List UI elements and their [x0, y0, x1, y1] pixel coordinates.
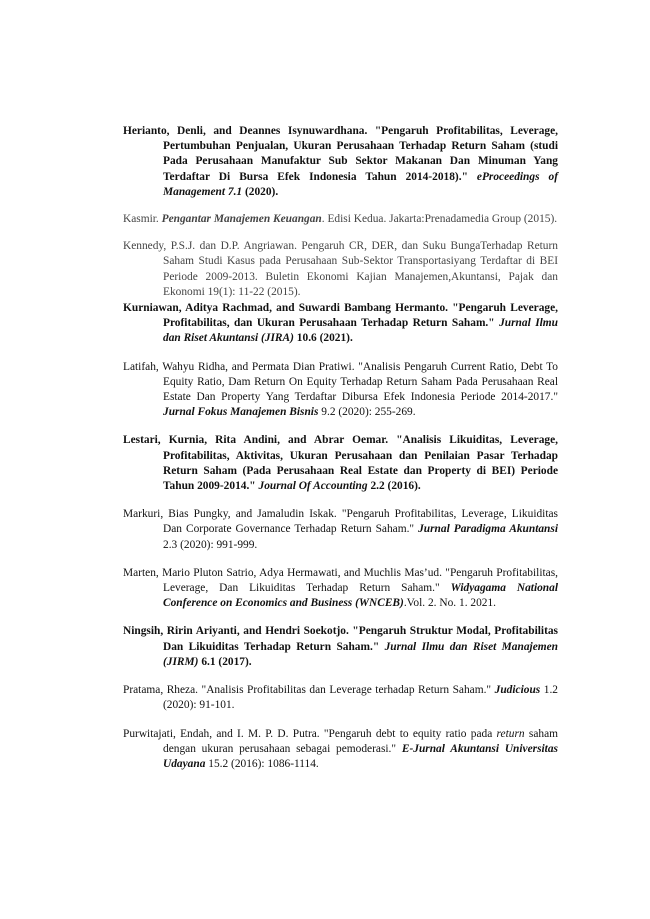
reference-item: Lestari, Kurnia, Rita Andini, and Abrar Oemar. "Analisis Likuiditas, Leverage, Profitabilitas, Aktivitas, Ukuran Perusahaan dan Penilaian Pasar Terhadap Return Saham (Pada Perusahaan Real Estate dan Property di BEI) Periode Tahun 2009-2014." Journal Of Accounting 2.2 (2016). — [123, 434, 558, 493]
reference-item: Kennedy, P.S.J. dan D.P. Angriawan. Pengaruh CR, DER, dan Suku BungaTerhadap Return Saham Studi Kasus pada Perusahaan Sub-Sektor Transportasiyang Terdaftar di BEI Periode 2009-2013. Buletin Ekonomi Kajian Manajemen,Akuntansi, Pajak dan Ekonomi 19(1): 11-22 (2015). — [123, 240, 558, 298]
reference-item: Pratama, Rheza. "Analisis Profitabilitas dan Leverage terhadap Return Saham." Judicious 1.2 (2020): 91-101. — [123, 684, 559, 712]
reference-item: Herianto, Denli, and Deannes Isynuwardhana. "Pengaruh Profitabilitas, Leverage, Pertumbuhan Penjualan, Ukuran Perusahaan Terhadap Return Saham (studi Pada Perusahaan Manufaktur Sub Sektor Makanan Dan Minuman Yang Terdaftar Di Bursa Efek Indonesia Tahun 2014-2018)." eProceedings of Management 7.1 (2020). — [123, 125, 558, 198]
reference-item: Kurniawan, Aditya Rachmad, and Suwardi Bambang Hermanto. "Pengaruh Leverage, Profitabilitas, dan Ukuran Perusahaan Terhadap Return Saham." Jurnal Ilmu dan Riset Akuntansi (JIRA) 10.6 (2021). — [123, 302, 558, 345]
reference-item: Markuri, Bias Pungky, and Jamaludin Iskak. "Pengaruh Profitabilitas, Leverage, Likuiditas Dan Corporate Governance Terhadap Return Saham." Jurnal Paradigma Akuntansi 2.3 (2020): 991-999. — [123, 508, 558, 551]
reference-list — [123, 124, 558, 772]
reference-item: Purwitajati, Endah, and I. M. P. D. Putra. "Pengaruh debt to equity ratio pada return saham dengan ukuran perusahaan sebagai pemoderasi." E-Jurnal Akuntansi Universitas Udayana 15.2 (2016): 1086-1114. — [123, 727, 558, 770]
reference-item: Marten, Mario Pluton Satrio, Adya Hermawati, and Muchlis Mas’ud. "Pengaruh Profitabilitas, Leverage, Dan Likuiditas Terhadap Return Saham." Widyagama National Conference on Economics and Business (WNCEB).Vol. 2. No. 1. 2021. — [123, 566, 558, 610]
reference-item: Latifah, Wahyu Ridha, and Permata Dian Pratiwi. "Analisis Pengaruh Current Ratio, Debt To Equity Ratio, Dam Return On Equity Terhadap Return Saham Pada Perusahaan Real Estate Dan Property Yang Terdaftar Dibursa Efek Indonesia Periode 2014-2017." Jurnal Fokus Manajemen Bisnis 9.2 (2020): 255-269. — [123, 360, 558, 419]
reference-item: Kasmir. Pengantar Manajemen Keuangan. Edisi Kedua. Jakarta:Prenadamedia Group (2015). — [123, 213, 558, 226]
reference-item: Ningsih, Ririn Ariyanti, and Hendri Soekotjo. "Pengaruh Struktur Modal, Profitabilitas Dan Likuiditas Terhadap Return Saham." Jurnal Ilmu dan Riset Manajemen (JIRM) 6.1 (2017). — [123, 625, 558, 668]
